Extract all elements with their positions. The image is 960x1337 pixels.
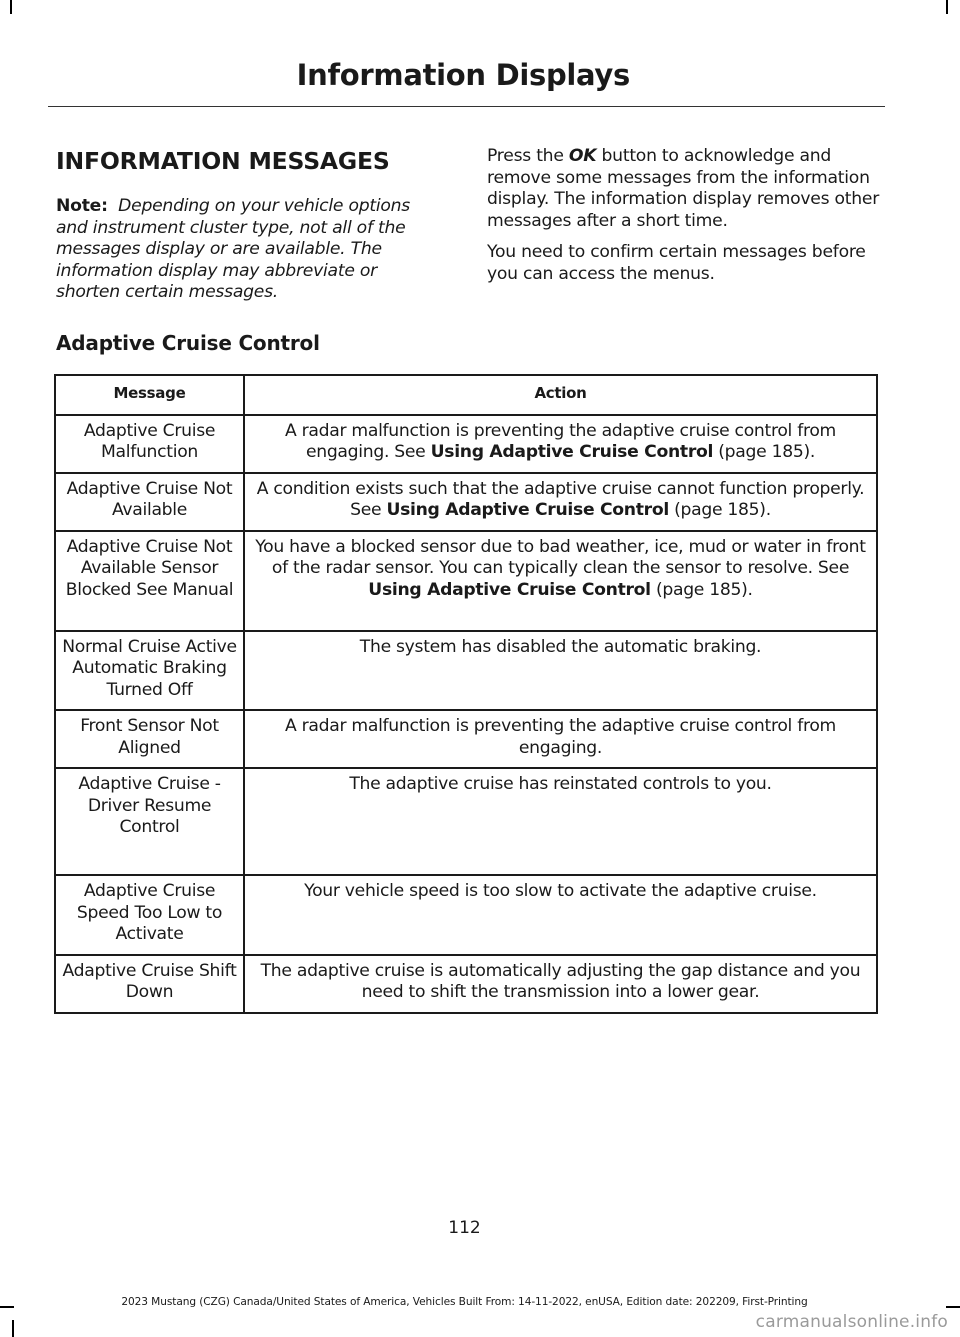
crop-mark-bottom-left-v: [12, 1320, 14, 1337]
footer-edition-info: 2023 Mustang (CZG) Canada/United States of America, Vehicles Built From: 14-11-2022, enUSA, Edition date: 202209, First-Printing: [121, 1296, 808, 1308]
subsection-title: Adaptive Cruise Control: [56, 331, 320, 355]
column-header-message: Message: [55, 375, 244, 415]
action-cell: [244, 473, 877, 531]
page-reference: (page 185).: [713, 442, 816, 462]
message-cell: Adaptive Cruise Not Available: [55, 473, 244, 531]
message-cell: Adaptive Cruise Malfunction: [55, 415, 244, 473]
message-cell: Front Sensor Not Aligned: [55, 710, 244, 768]
page-number: 112: [448, 1218, 481, 1238]
para1-post: button to acknowledge and remove some messages from the information display. The information display removes other messages after a short time.: [487, 146, 880, 231]
table-row: [55, 710, 877, 768]
watermark: carmanualsonline.info: [755, 1312, 948, 1332]
confirm-messages-paragraph: You need to confirm certain messages before you can access the menus.: [487, 242, 866, 284]
action-cell: Your vehicle speed is too slow to activate the adaptive cruise.: [244, 875, 877, 955]
page-reference: (page 185).: [650, 579, 753, 600]
left-column: [56, 146, 441, 304]
crop-mark-bottom-right: [946, 1306, 960, 1308]
message-cell: Adaptive Cruise Not Available Sensor Blocked See Manual: [55, 531, 244, 631]
header-divider: [48, 106, 885, 107]
action-cell: The system has disabled the automatic braking.: [244, 631, 877, 711]
table-row: [55, 415, 877, 473]
note-paragraph: [56, 196, 441, 304]
page-header-title: Information Displays: [296, 58, 630, 92]
message-cell: Adaptive Cruise Shift Down: [55, 955, 244, 1013]
column-header-action: Action: [244, 375, 877, 415]
cross-reference-link[interactable]: Using Adaptive Cruise Control: [430, 442, 714, 462]
messages-table: [54, 374, 878, 1014]
page-reference: (page 185).: [668, 500, 771, 520]
cross-reference-link[interactable]: Using Adaptive Cruise Control: [368, 579, 651, 600]
message-cell: Adaptive Cruise Speed Too Low to Activate: [55, 875, 244, 955]
table-header-row: [55, 375, 877, 415]
action-cell: A radar malfunction is preventing the adaptive cruise control from engaging.: [244, 710, 877, 768]
ok-button-paragraph: [487, 146, 882, 232]
table-row: [55, 631, 877, 711]
table-row: [55, 473, 877, 531]
table-row: [55, 531, 877, 631]
para1-pre: Press the: [487, 146, 569, 166]
action-cell: The adaptive cruise is automatically adjusting the gap distance and you need to shift the transmission into a lower gear.: [244, 955, 877, 1013]
note-text: Depending on your vehicle options and instrument cluster type, not all of the messages display or are available. The information display may abbreviate or shorten certain messages.: [56, 196, 410, 302]
table-row: [55, 768, 877, 875]
ok-label: OK: [568, 146, 597, 166]
table-row: [55, 955, 877, 1013]
note-label: Note:: [56, 196, 108, 216]
action-text: You have a blocked sensor due to bad weather, ice, mud or water in front of the radar sensor. You can typically clean the sensor to resolve. See: [255, 536, 866, 578]
message-cell: Adaptive Cruise - Driver Resume Control: [55, 768, 244, 875]
right-column: [487, 146, 882, 295]
section-title: INFORMATION MESSAGES: [56, 147, 390, 175]
crop-mark-top-right: [946, 0, 948, 14]
action-cell: [244, 415, 877, 473]
message-cell: Normal Cruise Active Automatic Braking Turned Off: [55, 631, 244, 711]
crop-mark-top-left: [10, 0, 12, 14]
action-cell: The adaptive cruise has reinstated controls to you.: [244, 768, 877, 875]
cross-reference-link[interactable]: Using Adaptive Cruise Control: [386, 500, 669, 520]
action-text: A condition exists such that the adaptive cruise cannot function properly. See: [256, 478, 865, 520]
table-row: [55, 875, 877, 955]
action-cell: [244, 531, 877, 631]
action-text: A radar malfunction is preventing the adaptive cruise control from engaging. See: [285, 420, 836, 462]
